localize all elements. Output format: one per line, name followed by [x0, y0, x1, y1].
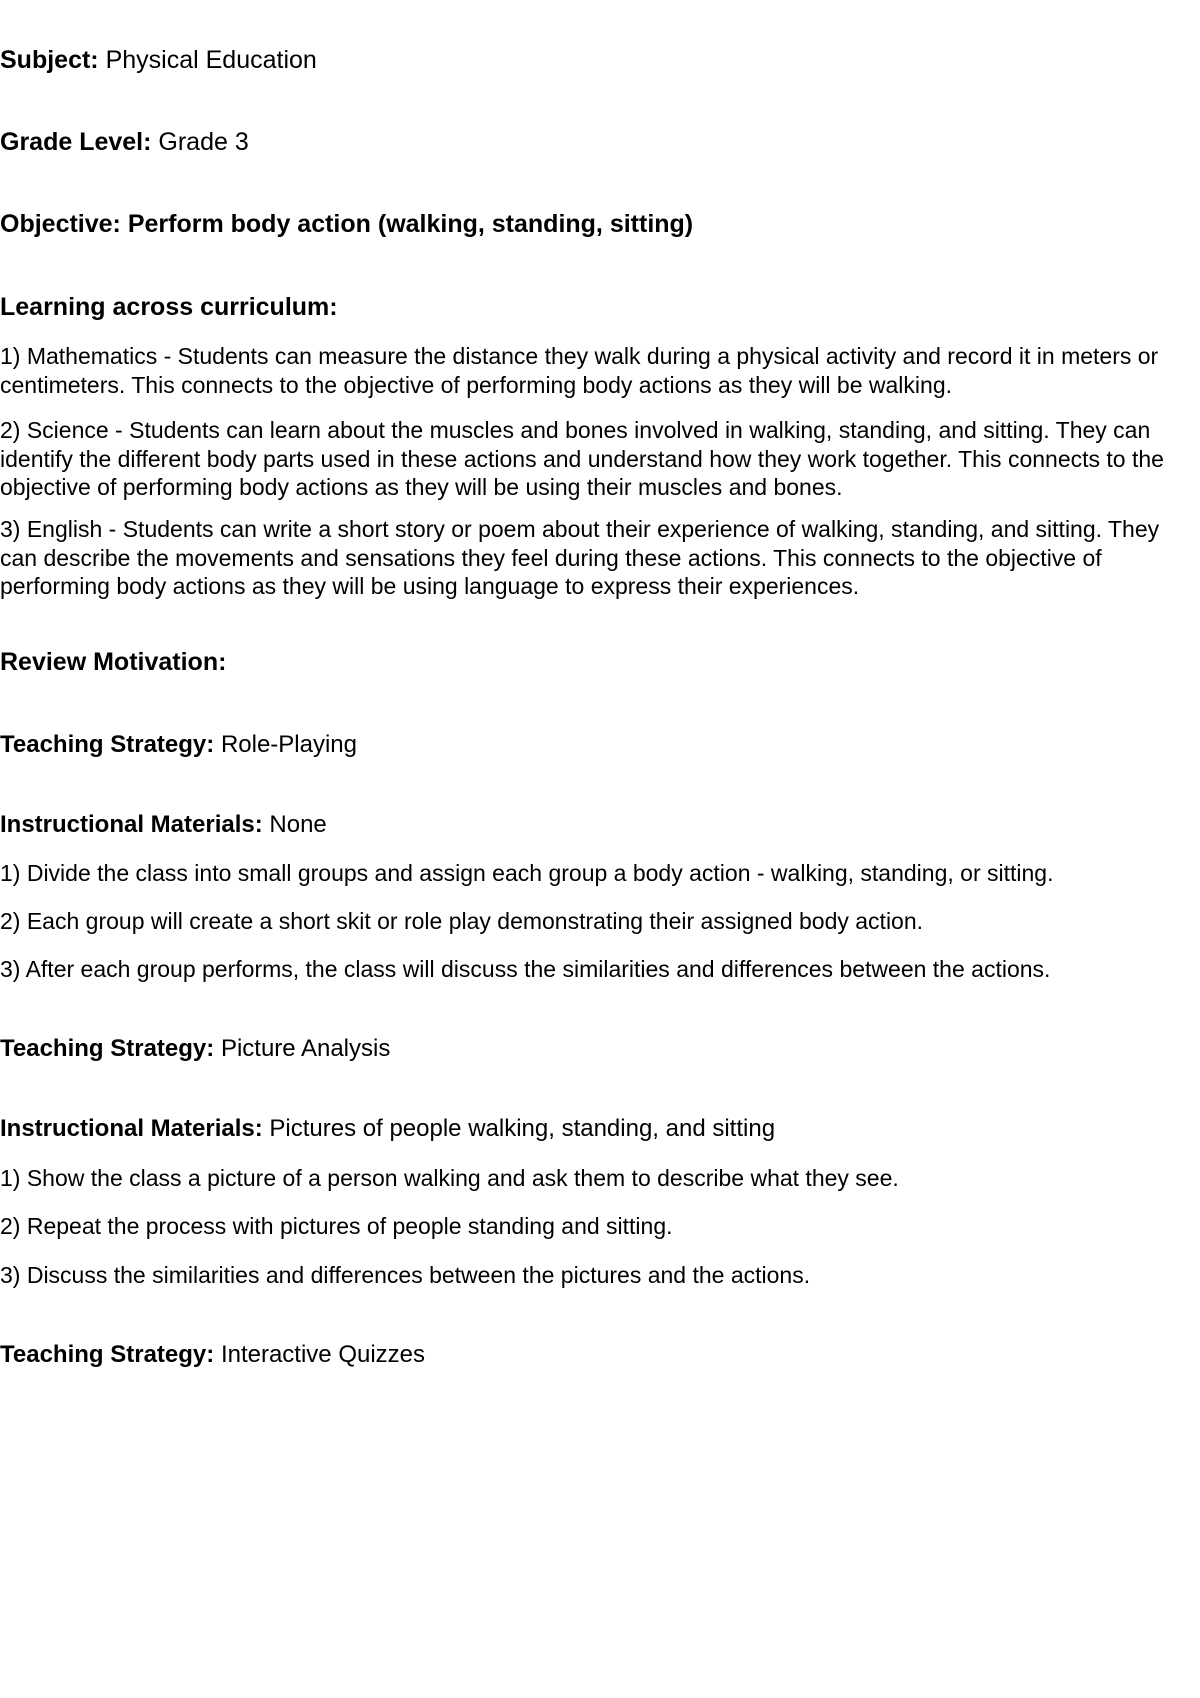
materials-value: None	[269, 811, 327, 838]
materials-line	[0, 1115, 775, 1143]
objective-value: Perform body action (walking, standing, sitting)	[127, 210, 694, 238]
strategy-step: 1) Show the class a picture of a person walking and ask them to describe what they see.	[0, 1165, 899, 1191]
subject-value: Physical Education	[105, 46, 317, 74]
learning-item-english: 3) English - Students can write a short story or poem about their experience of walking, standing, and sitting. They can describe the movements and sensations they feel during these actions. This connects to the objective of performing body actions as they will be using language to express their experiences.	[0, 516, 1160, 599]
strategy-value: Role-Playing	[220, 731, 358, 758]
strategy-line	[0, 731, 357, 759]
objective-label: Objective:	[0, 210, 121, 238]
learning-item-science: 2) Science - Students can learn about the muscles and bones involved in walking, standing, and sitting. They can identify the different body parts used in these actions and understand how they work together. This connects to the objective of performing body actions as they will be using their muscles and bones.	[0, 417, 1164, 500]
strategy-step: 2) Each group will create a short skit or role play demonstrating their assigned body action.	[0, 908, 924, 934]
strategy-label: Teaching Strategy:	[0, 1035, 215, 1062]
grade-level-line	[0, 128, 249, 156]
strategy-value: Picture Analysis	[220, 1035, 391, 1062]
learning-item-mathematics: 1) Mathematics - Students can measure the distance they walk during a physical activity and record it in meters or centimeters. This connects to the objective of performing body actions as they will be walking.	[0, 343, 1159, 398]
strategy-line	[0, 1341, 425, 1369]
strategy-label: Teaching Strategy:	[0, 1341, 215, 1368]
materials-line	[0, 811, 327, 839]
strategy-step: 1) Divide the class into small groups and assign each group a body action - walking, standing, or sitting.	[0, 860, 1054, 886]
learning-heading: Learning across curriculum:	[0, 293, 338, 321]
materials-label: Instructional Materials:	[0, 1115, 263, 1142]
subject-line	[0, 46, 317, 74]
subject-label: Subject:	[0, 46, 99, 74]
grade-level-label: Grade Level:	[0, 128, 152, 156]
materials-value: Pictures of people walking, standing, and sitting	[269, 1115, 776, 1142]
objective-line	[0, 210, 693, 238]
review-motivation-heading: Review Motivation:	[0, 648, 227, 676]
materials-label: Instructional Materials:	[0, 811, 263, 838]
strategy-line	[0, 1035, 390, 1063]
grade-level-value: Grade 3	[158, 128, 249, 156]
strategy-step: 2) Repeat the process with pictures of people standing and sitting.	[0, 1213, 673, 1239]
strategy-step: 3) After each group performs, the class will discuss the similarities and differences between the actions.	[0, 956, 1051, 982]
strategy-value: Interactive Quizzes	[220, 1341, 426, 1368]
strategy-step: 3) Discuss the similarities and differences between the pictures and the actions.	[0, 1262, 811, 1288]
strategy-label: Teaching Strategy:	[0, 731, 215, 758]
